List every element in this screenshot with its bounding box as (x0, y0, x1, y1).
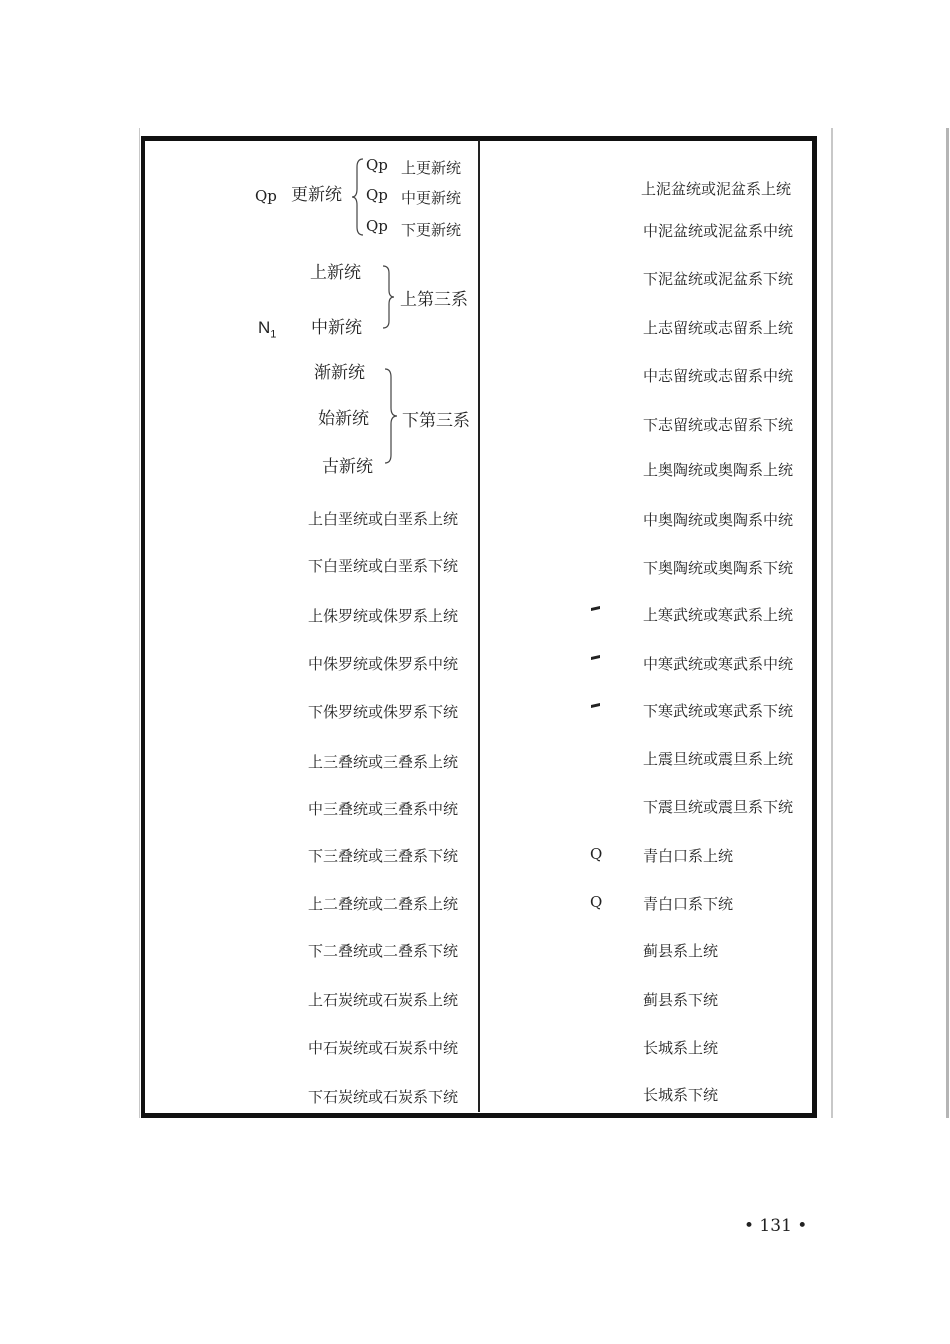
neogene-group-label: 上第三系 (400, 290, 468, 310)
list-item: 上二叠统或二叠系上统 (308, 895, 459, 913)
eocene-label: 始新统 (318, 409, 369, 429)
list-item: 上震旦统或震旦系上统 (643, 750, 794, 768)
neogene-brace (381, 264, 395, 330)
list-item: 蓟县系下统 (643, 991, 719, 1009)
list-item: 上白垩统或白垩系上统 (308, 510, 459, 528)
miocene-label: 中新统 (311, 318, 362, 338)
lower-pleistocene: 下更新统 (401, 221, 462, 239)
qp-middle-symbol: Qp (366, 186, 388, 204)
list-item: 中志留统或志留系中统 (643, 367, 794, 385)
list-item: 下奥陶统或奥陶系下统 (643, 559, 794, 577)
scan-edge-line-right (831, 128, 833, 1118)
scan-edge-line-left (139, 128, 140, 1118)
list-item: 上石炭统或石炭系上统 (308, 991, 459, 1009)
qp-symbol: Qp (255, 187, 277, 205)
list-item: 下志留统或志留系下统 (643, 416, 794, 434)
list-item: 长城系上统 (643, 1039, 719, 1057)
qp-upper-symbol: Qp (366, 156, 388, 174)
list-item: 下石炭统或石炭系下统 (308, 1088, 459, 1106)
list-item: 上侏罗统或侏罗系上统 (308, 607, 459, 625)
paleogene-brace (383, 367, 399, 465)
pleistocene-label: 更新统 (291, 185, 342, 205)
oligocene-label: 渐新统 (314, 363, 365, 383)
list-item: 上志留统或志留系上统 (643, 319, 794, 337)
list-item: 上寒武统或寒武系上统 (643, 606, 794, 624)
list-item: 中石炭统或石炭系中统 (308, 1039, 459, 1057)
paleocene-label: 古新统 (322, 457, 373, 477)
page-number: • 131 • (744, 1216, 808, 1236)
list-item: 中奥陶统或奥陶系中统 (643, 511, 794, 529)
list-item: 下三叠统或三叠系下统 (308, 847, 459, 865)
list-item: 中三叠统或三叠系中统 (308, 800, 459, 818)
list-item: 下寒武统或寒武系下统 (643, 702, 794, 720)
quaternary-brace (351, 157, 365, 237)
qingbaikou-upper-symbol: Q (590, 845, 603, 863)
list-item: 青白口系上统 (643, 847, 734, 865)
list-item: 上奥陶统或奥陶系上统 (643, 461, 794, 479)
pliocene-label: 上新统 (310, 263, 361, 283)
list-item: 下侏罗统或侏罗系下统 (308, 703, 459, 721)
list-item: 中泥盆统或泥盆系中统 (643, 222, 794, 240)
list-item: 下白垩统或白垩系下统 (308, 557, 459, 575)
list-item: 下泥盆统或泥盆系下统 (643, 270, 794, 288)
upper-pleistocene: 上更新统 (401, 159, 462, 177)
paleogene-group-label: 下第三系 (402, 411, 470, 431)
list-item: 中寒武统或寒武系中统 (643, 655, 794, 673)
list-item: 长城系下统 (643, 1086, 719, 1104)
list-item: 蓟县系上统 (643, 942, 719, 960)
list-item: 中侏罗统或侏罗系中统 (308, 655, 459, 673)
scan-edge-line-far-right (946, 128, 949, 1118)
list-item: 下震旦统或震旦系下统 (643, 798, 794, 816)
column-divider (478, 140, 480, 1112)
qp-lower-symbol: Qp (366, 217, 388, 235)
qingbaikou-lower-symbol: Q (590, 893, 603, 911)
middle-pleistocene: 中更新统 (401, 189, 462, 207)
list-item: 青白口系下统 (643, 895, 734, 913)
list-item: 上三叠统或三叠系上统 (308, 753, 459, 771)
list-item: 上泥盆统或泥盆系上统 (641, 180, 792, 198)
list-item: 下二叠统或二叠系下统 (308, 942, 459, 960)
n1-symbol: $N_1$ (258, 318, 277, 341)
